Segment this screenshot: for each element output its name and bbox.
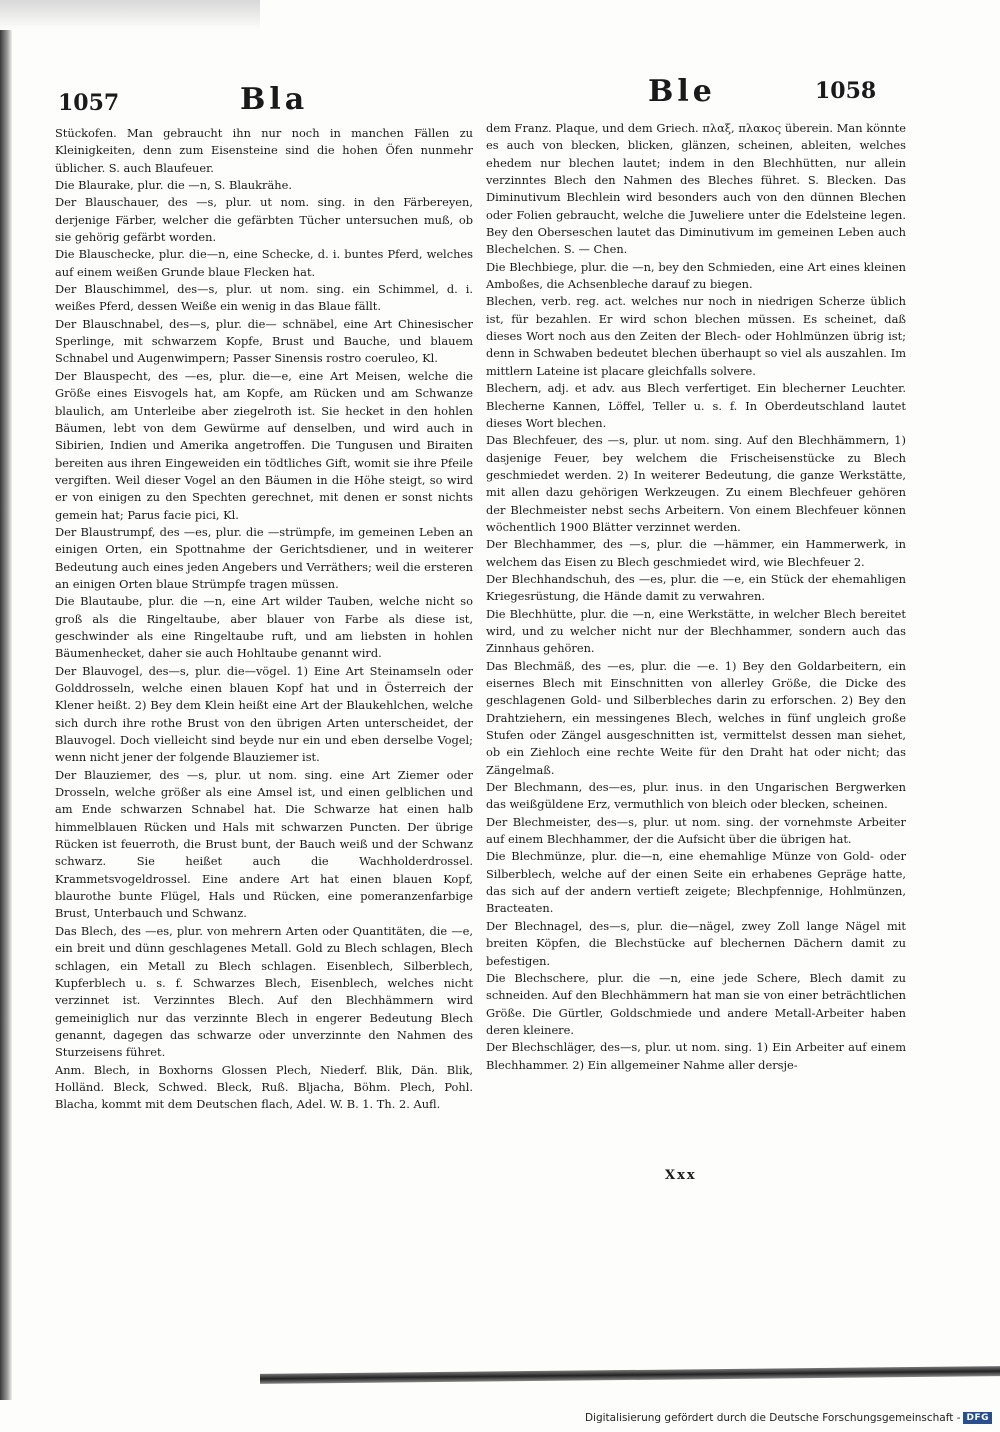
dictionary-entry: Das Blechmäß, des —es, plur. die —e. 1) Bey den Goldarbeitern, ein eisernes Blech mit Einschnitten von allerley Größe, die Dicke des geschlagenen Gold- und Silberbleches darin zu erforschen. 2) Bey den Drahtziehern, ein messingenes Blech, welches in fünf ungleich große Stufen oder Zängel ausgeschnitten ist, vermittelst dessen man siehet, ob ein Ziehloch eine rechte Weite für den Draht hat oder nicht; das Zängelmaß. <box>486 658 906 777</box>
dictionary-entry: Der Blaustrumpf, des —es, plur. die —strümpfe, im gemeinen Leben an einigen Orten, ein Spottnahme der Gerichtsdiener, und in weiterer Bedeutung auch eines jeden Angebers und Verräthers; weil die ersteren an einigen Orten blaue Strümpfe tragen müssen. <box>55 524 473 591</box>
dictionary-entry: Der Blechhammer, des —s, plur. die —hämmer, ein Hammerwerk, in welchem das Eisen zu Blech geschmiedet wird, wie Blechfeuer 2. <box>486 537 906 569</box>
signature-mark: Xxx <box>665 1168 697 1183</box>
dictionary-entry: Anm. Blech, in Boxhorns Glossen Plech, Niederf. Blik, Dän. Blik, Holländ. Bleck, Schwed. Bleck, Ruß. Bljacha, Böhm. Plech, Pohl. Blacha, kommt mit dem Deutschen flach, Adel. W. B. 1. Th. 2. Aufl. <box>55 1062 473 1112</box>
dictionary-entry: Der Blauschimmel, des—s, plur. ut nom. sing. ein Schimmel, d. i. weißes Pferd, dessen Weiße ein wenig in das Blaue fällt. <box>55 282 473 314</box>
dictionary-entry: Die Blautaube, plur. die —n, eine Art wilder Tauben, welche nicht so groß als die Ringeltaube, aber blauer von Farbe als diese ist, geschwinder als eine Ringeltaube ruft, und am liebsten in hohlen Bäumenhecket, daher sie auch Hohltaube genannt wird. <box>55 594 473 661</box>
left-catchword: Bla <box>240 82 309 117</box>
dictionary-entry: Die Blechbiege, plur. die —n, bey den Schmieden, eine Art eines kleinen Amboßes, die Achsenbleche darauf zu biegen. <box>486 259 906 292</box>
digitization-footer <box>585 1412 992 1424</box>
dictionary-entry: Die Blaurake, plur. die —n, S. Blaukrähe. <box>55 178 292 193</box>
running-header <box>0 72 1000 122</box>
right-catchword: Ble <box>648 74 716 109</box>
page-edge-shadow <box>0 0 12 1400</box>
dictionary-entry: Der Blechhandschuh, des —es, plur. die —e, ein Stück der ehemahligen Kriegesrüstung, die Hände damit zu verwahren. <box>486 571 906 604</box>
scan-bottom-edge <box>260 1366 1000 1384</box>
left-column <box>55 125 473 1114</box>
scan-corner-shade <box>0 0 260 30</box>
right-page-number: 1058 <box>815 78 877 104</box>
dictionary-entry: Der Blechmann, des—es, plur. inus. in den Ungarischen Bergwerken das weißgüldene Erz, vermuthlich von bleich oder blecken, scheinen. <box>486 780 906 812</box>
dictionary-entry: Der Blauspecht, des —es, plur. die—e, eine Art Meisen, welche die Größe eines Eisvogels hat, am Kopfe, am Rücken und am Schwanze blaulich, am Unterleibe aber ziegelroth ist. Sie hecket in den hohlen Bäumen, lebt von dem Gewürme auf denselben, und wird auch in Sibirien, Indien und Amerika angetroffen. Die Tungusen und Biraiten bereiten aus ihren Eingeweiden ein tödtliches Gift, womit sie ihre Pfeile vergiften. Weil dieser Vogel an den Bäumen in die Höhe steigt, so wird er von einigen zu den Spechten gerechnet, mit denen er sonst nichts gemein hat; Parus facie pici, Kl. <box>55 368 473 522</box>
right-column <box>486 120 906 1074</box>
dictionary-entry: dem Franz. Plaque, und dem Griech. πλαξ, πλακος überein. Man könnte es auch von blecken, blicken, glänzen, scheinen, ableiten, welches ehedem nur blechen lautet; indem in den Blechhütten, nur allein verzinntes Blech den Nahmen des Bleches führet. S. Blecken. Das Diminutivum Blechlein wird besonders auch von den dünnen Blechen oder Folien gebraucht, welche die Juweliere unter die Edelsteine legen. Bey den Oberseschen lautet das Diminutivum im gemeinen Leben auch Blechelchen. S. — Chen. <box>486 121 906 257</box>
dictionary-entry: Die Blechschere, plur. die —n, eine jede Schere, Blech damit zu schneiden. Auf den Blechhämmern hat man sie von einer beträchtlichen Größe. Die Gürtler, Goldschmiede und andere Metall-Arbeiter haben deren kleinere. <box>486 970 906 1037</box>
dfg-logo: DFG <box>963 1412 992 1424</box>
dictionary-entry: Das Blechfeuer, des —s, plur. ut nom. sing. Auf den Blechhämmern, 1) dasjenige Feuer, bey welchem die Frischeisenstücke zu Blech geschmiedet werden. 2) In weiterer Bedeutung, die ganze Werkstätte, mit allen dazu gehörigen Werkzeugen. Zu einem Blechfeuer gehören der Blechmeister nebst sechs Arbeitern. Von einem Blechfeuer können wöchentlich 1900 Blätter verzinnet werden. <box>486 433 906 534</box>
footer-credit-text: Digitalisierung gefördert durch die Deutsche Forschungsgemeinschaft - <box>584 1412 961 1424</box>
dictionary-entry: Blechen, verb. reg. act. welches nur noch in niedrigen Scherze üblich ist, für bezahlen. Er wird schon blechen müssen. Es scheinet, daß dieses Wort noch aus den Zeiten der Blech- oder Hohlmünzen übrig ist; denn in Schwaben bedeutet blechen überhaupt so viel als auszahlen. Im mittlern Lateine ist placare gleichfalls solvere. <box>486 294 906 378</box>
dictionary-entry: Der Blechschläger, des—s, plur. ut nom. sing. 1) Ein Arbeiter auf einem Blechhammer. 2) Ein allgemeiner Nahme aller dersje- <box>486 1040 906 1072</box>
dictionary-entry: Die Blechhütte, plur. die —n, eine Werkstätte, in welcher Blech bereitet wird, und zu welcher nicht nur der Blechhammer, sondern auch das Zinnhaus gehören. <box>486 606 906 656</box>
dictionary-entry: Die Blauschecke, plur. die—n, eine Schecke, d. i. buntes Pferd, welches auf einem weißen Grunde blaue Flecken hat. <box>55 247 473 279</box>
dictionary-entry: Der Blauschnabel, des—s, plur. die— schnäbel, eine Art Chinesischer Sperlinge, mit schwarzem Kopfe, Brust und Bauche, und blauem Schnabel und Augenwimpern; Passer Sinensis rostro coeruleo, Kl. <box>55 316 473 366</box>
dictionary-entry: Der Blauziemer, des —s, plur. ut nom. sing. eine Art Ziemer oder Drosseln, welche größer als eine Amsel ist, und einen gelblichen und am Ende schwarzen Schnabel hat. Die Schwarze hat einen halb himmelblauen Rücken und Hals mit schwarzen Puncten. Der übrige Rücken ist feuerroth, die Brust bunt, der Bauch weiß und der Schwanz schwarz. Sie heißet auch die Wachholderdrossel. Krammetsvogeldrossel. Eine andere Art hat einen blauen Kopf, blaurothe bunte Flügel, Hals und Rücken, eine pomeranzenfarbige Brust, Unterbauch und Schwanz. <box>55 767 473 921</box>
dictionary-entry: Der Blauschauer, des —s, plur. ut nom. sing. in den Färbereyen, derjenige Färber, welcher die gefärbten Tücher untersuchen muß, ob sie gehörig gefärbt worden. <box>55 195 473 245</box>
left-page-number: 1057 <box>58 90 120 116</box>
dictionary-entry: Blechern, adj. et adv. aus Blech verfertiget. Ein blecherner Leuchter. Blecherne Kannen, Löffel, Teller u. s. f. In Oberdeutschland lautet dieses Wort blechen. <box>486 381 906 430</box>
dictionary-entry: Der Blauvogel, des—s, plur. die—vögel. 1) Eine Art Steinamseln oder Golddrosseln, welche einen blauen Kopf hat und in Österreich der Klener heißt. 2) Bey dem Klein heißt eine Art der Blaukehlchen, welche sich durch ihre rothe Brust von den übrigen Arten unterscheidet, der Blauvogel. Doch vielleicht sind beyde nur ein und eben derselbe Vogel; wenn nicht jener der folgende Blauziemer ist. <box>55 663 473 765</box>
dictionary-entry: Die Blechmünze, plur. die—n, eine ehemahlige Münze von Gold- oder Silberblech, welche auf der einen Seite ein erhabenes Gepräge hatte, das sich auf der andern vertieft zeigete; Blechpfennige, Hohlmünzen, Bracteaten. <box>486 849 906 916</box>
dictionary-entry: Der Blechnagel, des—s, plur. die—nägel, zwey Zoll lange Nägel mit breiten Köpfen, die Blechstücke auf blechernen Dächern damit zu befestigen. <box>486 918 906 968</box>
dictionary-entry: Der Blechmeister, des—s, plur. ut nom. sing. der vornehmste Arbeiter auf einem Blechhammer, der die Aufsicht über die übrigen hat. <box>486 814 906 847</box>
dictionary-entry: Stückofen. Man gebraucht ihn nur noch in manchen Fällen zu Kleinigkeiten, denn zum Eisensteine sind die hohen Öfen nunmehr üblicher. S. auch Blaufeuer. <box>55 126 473 175</box>
dictionary-entry: Das Blech, des —es, plur. von mehrern Arten oder Quantitäten, die —e, ein breit und dünn geschlagenes Metall. Gold zu Blech schlagen, Blech schlagen, ein Metall zu Blech schlagen. Eisenblech, Silberblech, Kupferblech u. s. f. Schwarzes Blech, Eisenblech, welches nicht verzinnet ist. Verzinntes Blech. Auf den Blechhämmern wird gemeiniglich nur das verzinnte Blech in engerer Bedeutung Blech genannt, dagegen das schwarze oder unverzinnte den Nahmen des Sturzeisens führet. <box>55 923 473 1060</box>
